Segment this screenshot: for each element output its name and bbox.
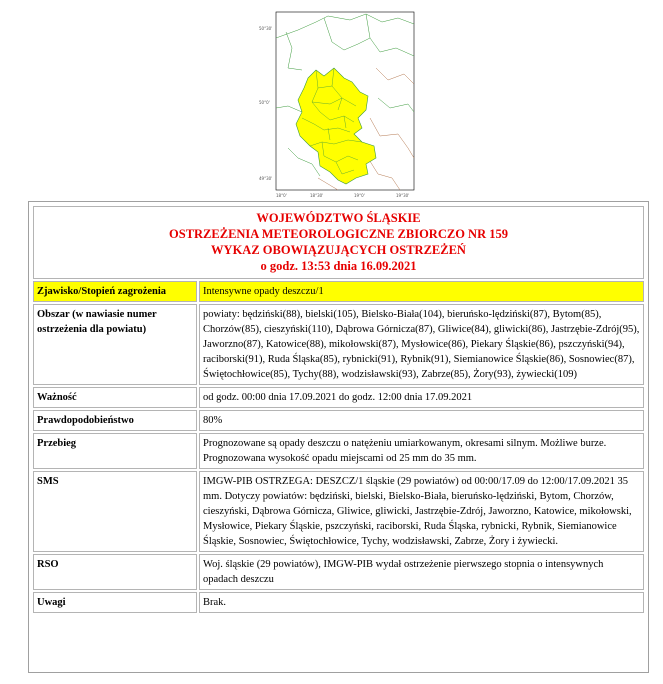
row-label: RSO bbox=[33, 554, 197, 590]
table-row-phenomenon bbox=[33, 281, 644, 302]
lat-labels bbox=[259, 26, 272, 181]
row-value: IMGW-PIB OSTRZEGA: DESZCZ/1 śląskie (29 powiatów) od 00:00/17.09 do 12:00/17.09.2021 35 mm. Dotyczy powiatów: będziński, bielski, Bielsko-Biała, bieruńsko-lędziński, Bytom, Chorzów, cieszyński, Dąbrowa Górnicza, Gliwice, gliwicki, Jastrzębie-Zdrój, Jaworzno, Katowice, mikołowski, Mysłowice, Piekary Śląskie, pszczyński, raciborski, Ruda Śląska, rybnicki, Rybnik, Siemianowice Śląskie, Sosnowiec, Świętochłowice, Tychy, wodzisławski, Zabrze, Żory i żywiecki. bbox=[199, 471, 644, 552]
warning-header bbox=[33, 206, 644, 279]
warning-table bbox=[31, 204, 646, 615]
row-value: 80% bbox=[199, 410, 644, 431]
table-row-area bbox=[33, 304, 644, 385]
lon-label: 18°30' bbox=[310, 193, 324, 198]
row-value: powiaty: będziński(88), bielski(105), Bielsko-Biała(104), bieruńsko-lędziński(87), Bytom(85), Chorzów(85), cieszyński(110), Dąbrowa Górnicza(87), Gliwice(84), gliwicki(86), Jastrzębie-Zdrój(95), Jaworzno(87), Katowice(88), mikołowski(87), Mysłowice(86), Piekary Śląskie(86), pszczyński(94), raciborski(91), Ruda Śląska(85), rybnicki(91), Rybnik(91), Siemianowice Śląskie(86), Sosnowiec(87), Świętochłowice(85), Tychy(88), wodzisławski(93), Zabrze(85), Żory(93), żywiecki(109) bbox=[199, 304, 644, 385]
lat-label: 49°30' bbox=[259, 176, 273, 181]
row-label: Uwagi bbox=[33, 592, 197, 613]
warning-map bbox=[258, 8, 426, 200]
lat-label: 50°0' bbox=[259, 100, 270, 105]
header-region: WOJEWÓDZTWO ŚLĄSKIE bbox=[256, 211, 421, 225]
row-value: Prognozowane są opady deszczu o natężeniu umiarkowanym, okresami silnym. Możliwe burze. Prognozowana wysokość opadu miejscami od 25 mm do 35 mm. bbox=[199, 433, 644, 469]
table-row-sms bbox=[33, 471, 644, 552]
row-label: Ważność bbox=[33, 387, 197, 408]
header-title: OSTRZEŻENIA METEOROLOGICZNE ZBIORCZO NR 159 bbox=[169, 227, 508, 241]
lon-labels bbox=[276, 193, 409, 198]
row-value: od godz. 00:00 dnia 17.09.2021 do godz. 12:00 dnia 17.09.2021 bbox=[199, 387, 644, 408]
lon-label: 19°0' bbox=[354, 193, 365, 198]
map-svg bbox=[258, 8, 426, 200]
header-time: o godz. 13:53 dnia 16.09.2021 bbox=[260, 259, 417, 273]
row-label: SMS bbox=[33, 471, 197, 552]
table-row-rso bbox=[33, 554, 644, 590]
header-subtitle: WYKAZ OBOWIĄZUJĄCYCH OSTRZEŻEŃ bbox=[211, 243, 466, 257]
lat-label: 50°30' bbox=[259, 26, 273, 31]
row-value: Intensywne opady deszczu/1 bbox=[199, 281, 644, 302]
table-row-remarks bbox=[33, 592, 644, 613]
lon-label: 19°30' bbox=[396, 193, 410, 198]
lon-label: 18°0' bbox=[276, 193, 287, 198]
row-label: Obszar (w nawiasie numer ostrzeżenia dla powiatu) bbox=[33, 304, 197, 385]
row-label: Przebieg bbox=[33, 433, 197, 469]
row-value: Brak. bbox=[199, 592, 644, 613]
table-row-validity bbox=[33, 387, 644, 408]
table-row-course bbox=[33, 433, 644, 469]
row-label: Prawdopodobieństwo bbox=[33, 410, 197, 431]
row-label: Zjawisko/Stopień zagrożenia bbox=[33, 281, 197, 302]
row-value: Woj. śląskie (29 powiatów), IMGW-PIB wydał ostrzeżenie pierwszego stopnia o intensywnych opadach deszczu bbox=[199, 554, 644, 590]
table-row-probability bbox=[33, 410, 644, 431]
warning-panel bbox=[28, 201, 649, 673]
